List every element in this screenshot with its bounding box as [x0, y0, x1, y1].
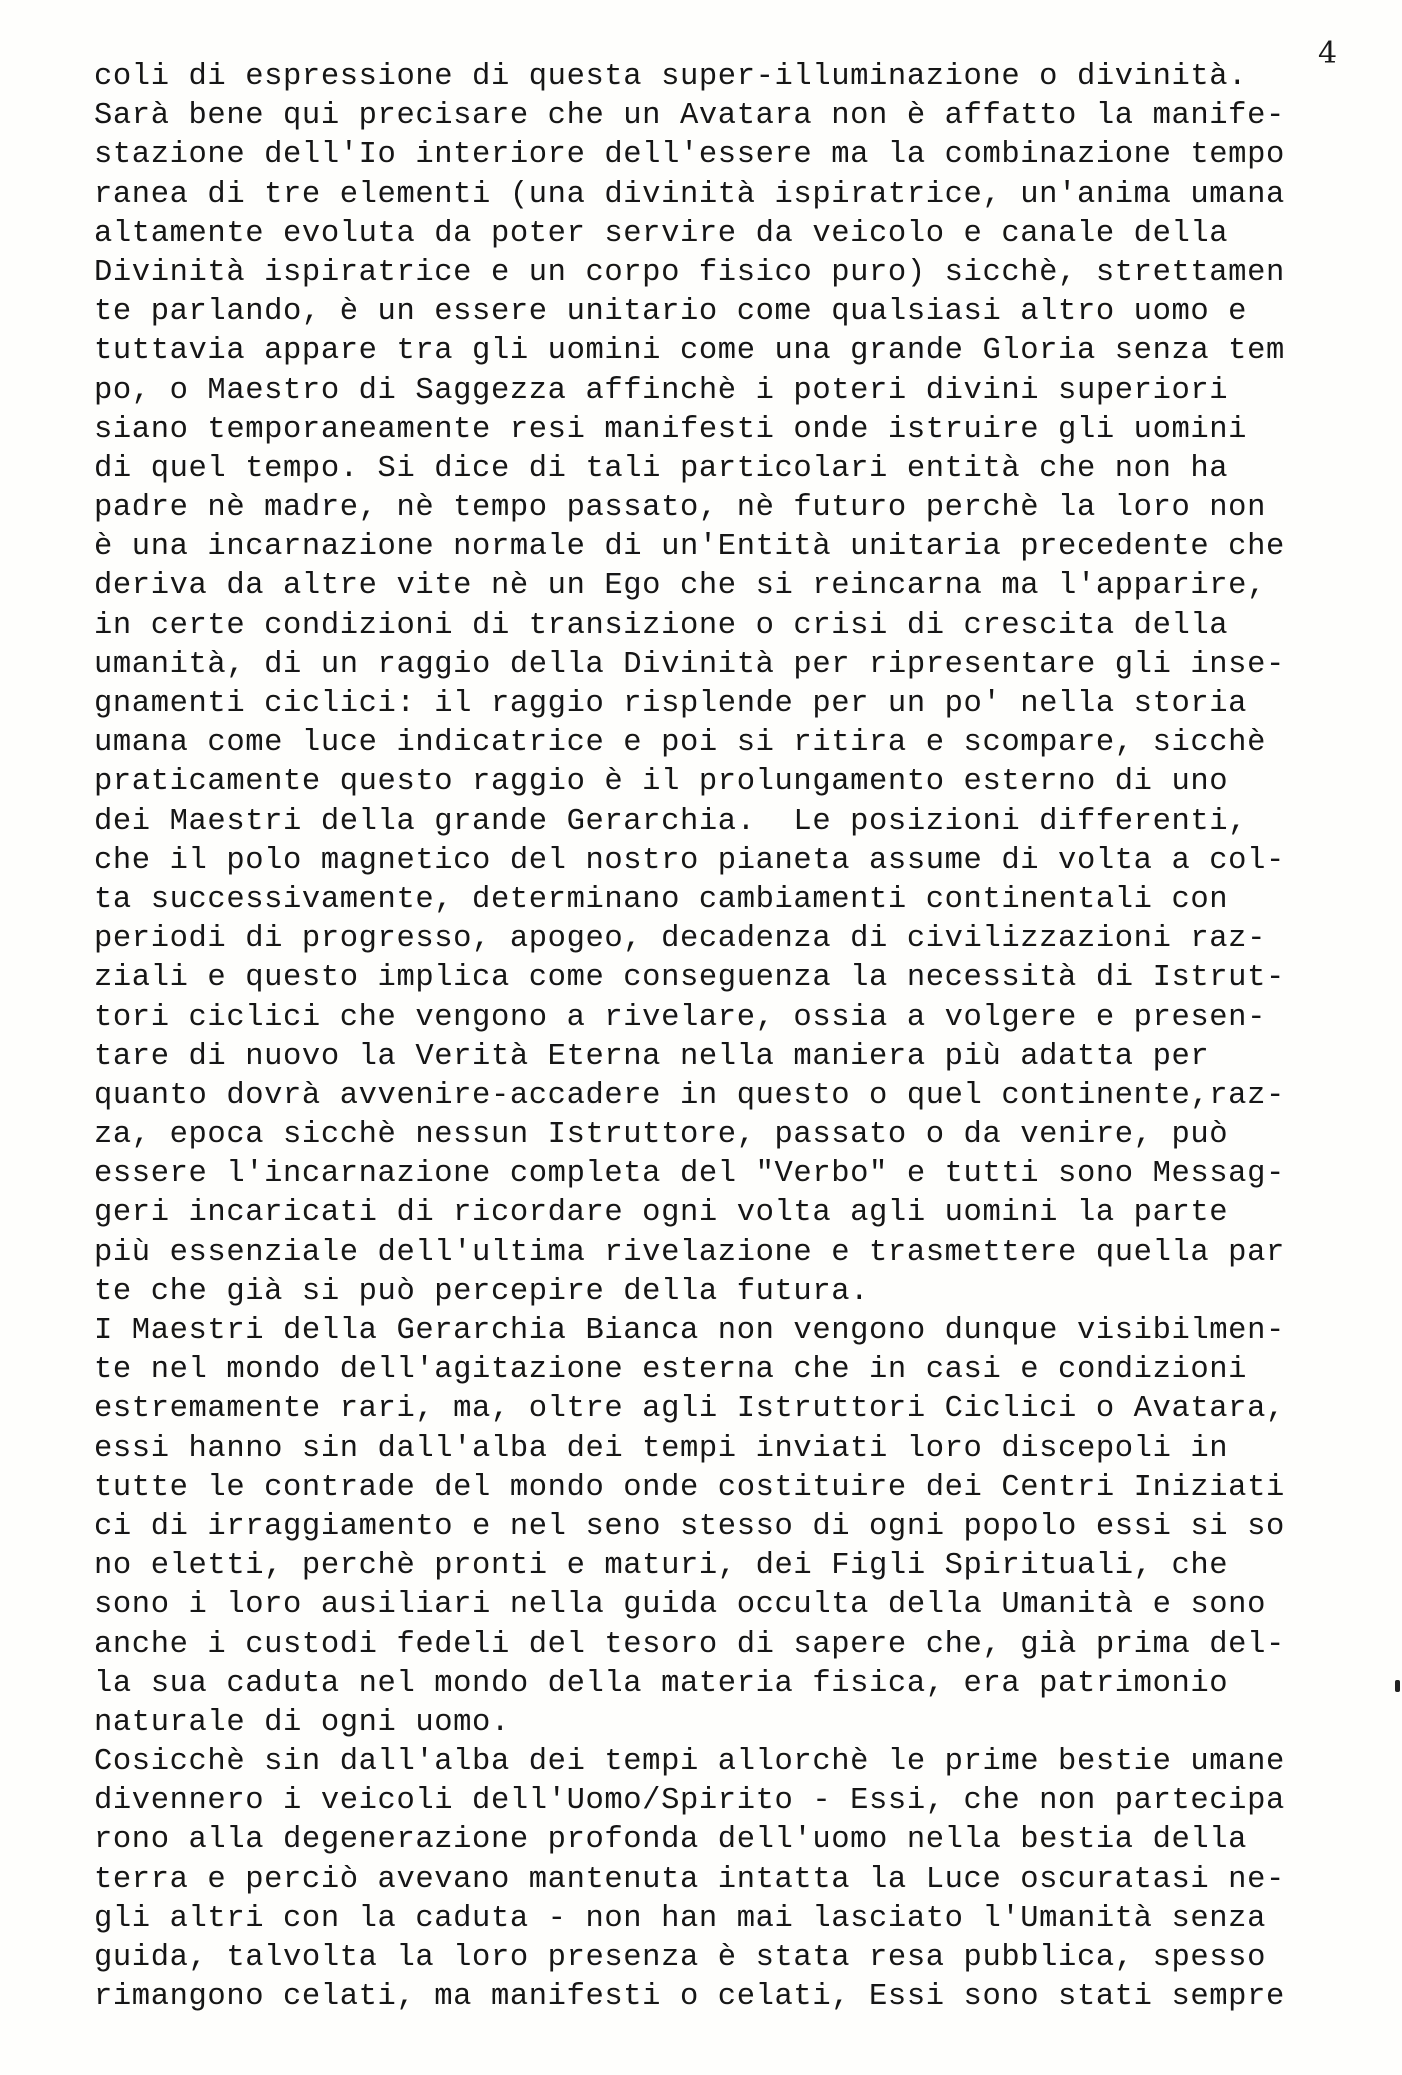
text-line: I Maestri della Gerarchia Bianca non vengono dunque visibilmen- [94, 1314, 1285, 1348]
text-line: più essenziale dell'ultima rivelazione e trasmettere quella par [94, 1235, 1285, 1270]
text-line: Divinità ispiratrice e un corpo fisico puro) sicchè, strettamen [94, 255, 1285, 290]
text-line: terra e perciò avevano mantenuta intatta la Luce oscuratasi ne- [94, 1862, 1285, 1897]
text-line: te parlando, è un essere unitario come qualsiasi altro uomo e [94, 295, 1248, 330]
text-line: Sarà bene qui precisare che un Avatara non è affatto la manife- [94, 99, 1285, 134]
text-line: anche i custodi fedeli del tesoro di sapere che, già prima del- [94, 1627, 1285, 1662]
text-line: te che già si può percepire della futura. [94, 1274, 870, 1309]
body-text [94, 58, 1354, 2017]
page-number: 4 [1318, 36, 1338, 71]
text-line: umanità, di un raggio della Divinità per ripresentare gli inse- [94, 647, 1285, 682]
text-line: naturale di ogni uomo. [94, 1705, 510, 1740]
text-line: in certe condizioni di transizione o crisi di crescita della [94, 608, 1229, 643]
text-line: essere l'incarnazione completa del "Verbo" e tutti sono Messag- [94, 1157, 1285, 1192]
text-line: po, o Maestro di Saggezza affinchè i poteri divini superiori [94, 373, 1229, 408]
text-line: rimangono celati, ma manifesti o celati, Essi sono stati sempre [94, 1980, 1285, 2015]
text-line: è una incarnazione normale di un'Entità unitaria precedente che [94, 530, 1285, 565]
text-line: la sua caduta nel mondo della materia fisica, era patrimonio [94, 1666, 1229, 1701]
text-line: gli altri con la caduta - non han mai lasciato l'Umanità senza [94, 1901, 1266, 1936]
text-line: te nel mondo dell'agitazione esterna che in casi e condizioni [94, 1353, 1248, 1388]
text-line: coli di espressione di questa super-illuminazione o divinità. [94, 60, 1248, 94]
text-line: ta successivamente, determinano cambiamenti continentali con [94, 882, 1229, 917]
text-line: no eletti, perchè pronti e maturi, dei Figli Spirituali, che [94, 1549, 1229, 1584]
text-line: altamente evoluta da poter servire da veicolo e canale della [94, 216, 1229, 251]
text-line: umana come luce indicatrice e poi si ritira e scompare, sicchè [94, 726, 1266, 761]
text-line: stazione dell'Io interiore dell'essere ma la combinazione tempo [94, 138, 1285, 173]
text-line: ranea di tre elementi (una divinità ispiratrice, un'anima umana [94, 177, 1285, 212]
text-line: tare di nuovo la Verità Eterna nella maniera più adatta per [94, 1039, 1210, 1074]
text-line: guida, talvolta la loro presenza è stata resa pubblica, spesso [94, 1941, 1266, 1975]
text-line: divennero i veicoli dell'Uomo/Spirito - Essi, che non partecipa [94, 1784, 1285, 1819]
text-line: che il polo magnetico del nostro pianeta assume di volta a col- [94, 843, 1285, 878]
text-line: gnamenti ciclici: il raggio risplende per un po' nella storia [94, 687, 1248, 721]
text-line: geri incaricati di ricordare ogni volta agli uomini la parte [94, 1196, 1229, 1231]
text-line: periodi di progresso, apogeo, decadenza di civilizzazioni raz- [94, 922, 1266, 957]
text-line: praticamente questo raggio è il prolungamento esterno di uno [94, 765, 1229, 800]
text-line: siano temporaneamente resi manifesti onde istruire gli uomini [94, 412, 1248, 447]
text-line: sono i loro ausiliari nella guida occulta della Umanità e sono [94, 1588, 1266, 1623]
scan-mark [1395, 1680, 1400, 1692]
text-line: estremamente rari, ma, oltre agli Istruttori Ciclici o Avatara, [94, 1392, 1285, 1427]
text-line: tutte le contrade del mondo onde costituire dei Centri Iniziati [94, 1470, 1285, 1505]
text-line: za, epoca sicchè nessun Istruttore, passato o da venire, può [94, 1118, 1229, 1153]
text-line: ci di irraggiamento e nel seno stesso di ogni popolo essi si so [94, 1509, 1285, 1544]
text-line: quanto dovrà avvenire-accadere in questo o quel continente,raz- [94, 1078, 1285, 1113]
text-line: rono alla degenerazione profonda dell'uomo nella bestia della [94, 1823, 1248, 1858]
text-line: deriva da altre vite nè un Ego che si reincarna ma l'apparire, [94, 569, 1266, 604]
text-line: essi hanno sin dall'alba dei tempi inviati loro discepoli in [94, 1431, 1229, 1466]
text-line: dei Maestri della grande Gerarchia. Le posizioni differenti, [94, 804, 1248, 839]
text-line: tuttavia appare tra gli uomini come una grande Gloria senza tem [94, 334, 1285, 369]
text-line: Cosicchè sin dall'alba dei tempi allorchè le prime bestie umane [94, 1745, 1285, 1780]
text-line: padre nè madre, nè tempo passato, nè futuro perchè la loro non [94, 491, 1266, 526]
text-line: di quel tempo. Si dice di tali particolari entità che non ha [94, 451, 1229, 486]
text-line: tori ciclici che vengono a rivelare, ossia a volgere e presen- [94, 1000, 1266, 1035]
text-line: ziali e questo implica come conseguenza la necessità di Istrut- [94, 961, 1285, 996]
